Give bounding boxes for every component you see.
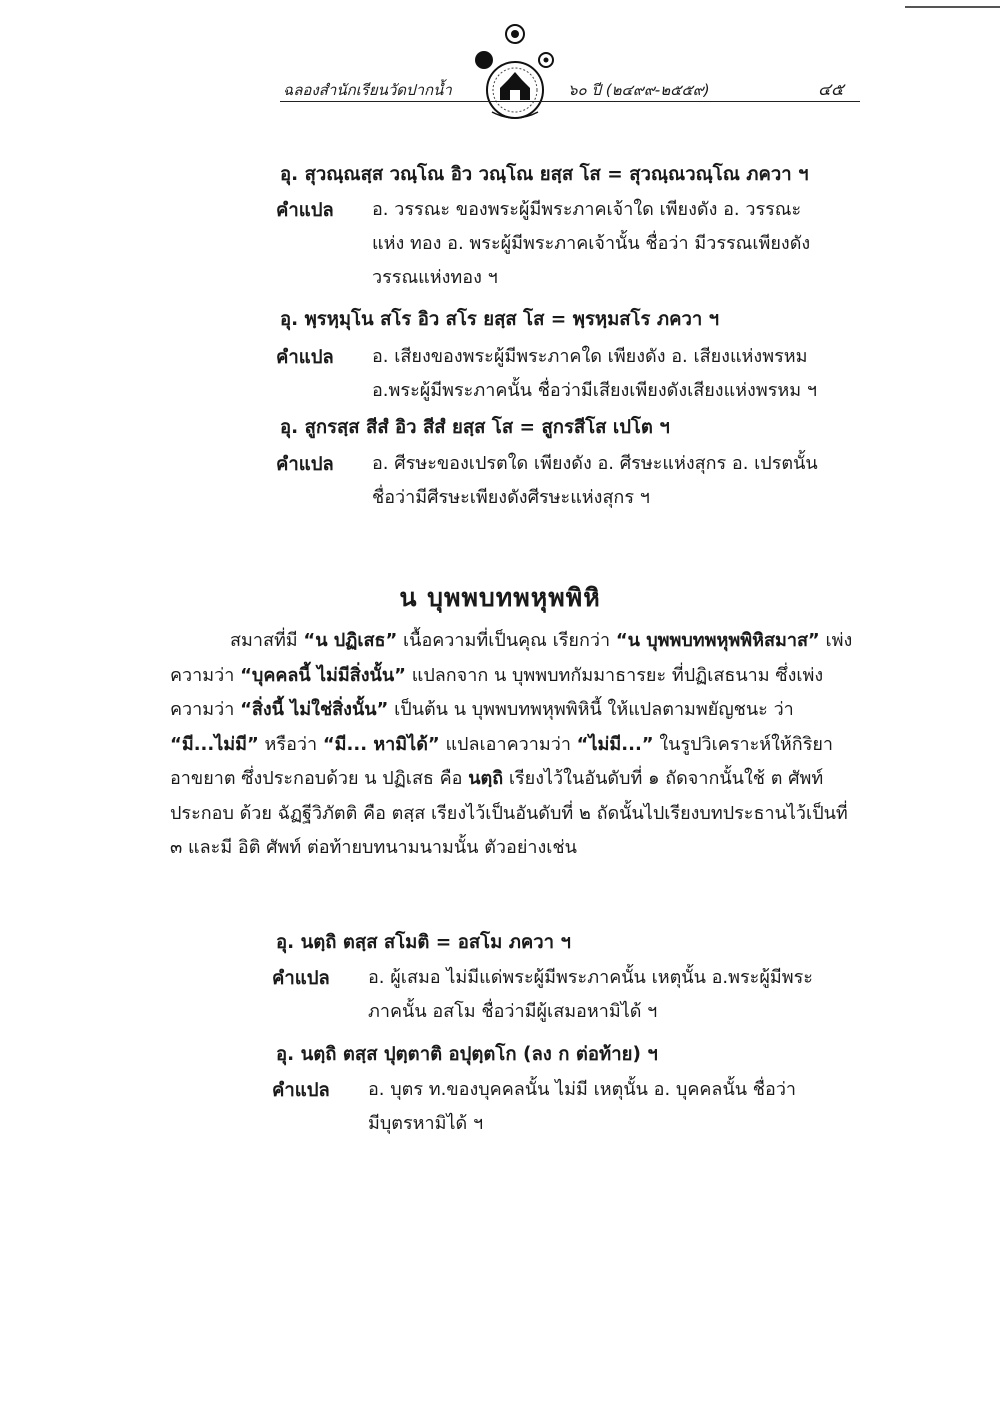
translation-text: อ. เสียงของพระผู้มีพระภาคใด เพียงดัง อ. เสียงแห่งพรหม อ.พระผู้มีพระภาคนั้น ชื่อว่ามีเสียงเพียงดังเสียงแห่งพรหม ฯ [372, 346, 817, 401]
page-number: ๔๕ [818, 80, 844, 100]
running-header-years: ๖๐ ปี (๒๔๙๙-๒๕๕๙) [568, 81, 710, 99]
example-line: อุ. สูกรสฺส สีสํ อิว สีสํ ยสฺส โส = สูกรสีโส เปโต ฯ [280, 417, 670, 438]
example-line: อุ. พฺรหฺมุโน สโร อิว สโร ยสฺส โส = พฺรหฺมสโร ภควา ฯ [280, 309, 720, 330]
section-heading: น บุพพบทพหุพพิหิ [399, 583, 601, 612]
example-line: อุ. นตฺถิ ตสฺส ปุตฺตาติ อปุตฺตโก (ลง ก ต่อท้าย) ฯ [276, 1044, 658, 1065]
example-line: อุ. สุวณฺณสฺส วณฺโณ อิว วณฺโณ ยสฺส โส = สุวณฺณวณฺโณ ภควา ฯ [280, 164, 809, 185]
translation-text: อ. วรรณะ ของพระผู้มีพระภาคเจ้าใด เพียงดัง อ. วรรณะ แห่ง ทอง อ. พระผู้มีพระภาคเจ้านั้น ชื่อว่า มีวรรณเพียงดัง วรรณแห่งทอง ฯ [372, 199, 811, 288]
temple-seal-logo-icon [470, 20, 560, 130]
scan-edge-mark [905, 0, 1000, 8]
example-line: อุ. นตฺถิ ตสฺส สโมติ = อสโม ภควา ฯ [276, 932, 571, 953]
translation-label: คำแปล [272, 968, 330, 989]
translation-label: คำแปล [272, 1080, 330, 1101]
translation-text: อ. ผู้เสมอ ไม่มีแด่พระผู้มีพระภาคนั้น เหตุนั้น อ.พระผู้มีพระ ภาคนั้น อสโม ชื่อว่ามีผู้เสมอหามิได้ ฯ [368, 967, 813, 1022]
translation-text: อ. บุตร ท.ของบุคคลนั้น ไม่มี เหตุนั้น อ. บุคคลนั้น ชื่อว่า มีบุตรหามิได้ ฯ [368, 1079, 797, 1134]
running-header-title: ฉลองสำนักเรียนวัดปากน้ำ [283, 81, 452, 99]
translation-label: คำแปล [276, 200, 334, 221]
translation-label: คำแปล [276, 454, 334, 475]
translation-text: อ. ศีรษะของเปรตใด เพียงดัง อ. ศีรษะแห่งสุกร อ. เปรตนั้น ชื่อว่ามีศีรษะเพียงดังศีรษะแห่งสุกร ฯ [372, 453, 818, 508]
body-paragraph: สมาสที่มี “น ปฏิเสธ” เนื้อความที่เป็นคุณ เรียกว่า “น บุพพบทพหุพพิหิสมาส” เพ่งความว่า “บุคคลนี้ ไม่มีสิ่งนั้น” แปลกจาก น บุพพบทกัมมาธารยะ ที่ปฏิเสธนาม ซึ่งเพ่งความว่า “สิ่งนี้ ไม่ใช่สิ่งนั้น” เป็นต้น น บุพพบทพหุพพิหินี้ ให้แปลตามพยัญชนะ ว่า “มี...ไม่มี” หรือว่า “มี... หามิได้” แปลเอาความว่า “ไม่มี...” ในรูปวิเคราะห์ให้กิริยาอาขยาต ซึ่งประกอบด้วย น ปฏิเสธ คือ นตฺถิ เรียงไว้ในอันดับที่ ๑ ถัดจากนั้นใช้ ต ศัพท์ประกอบ ด้วย ฉัฏฐีวิภัตติ คือ ตสฺส เรียงไว้เป็นอันดับที่ ๒ ถัดนั้นไปเรียงบทประธานไว้เป็นที่ ๓ และมี อิติ ศัพท์ ต่อท้ายบทนามนามนั้น ตัวอย่างเช่น [170, 630, 853, 858]
translation-label: คำแปล [276, 347, 334, 368]
header-divider [280, 101, 860, 102]
